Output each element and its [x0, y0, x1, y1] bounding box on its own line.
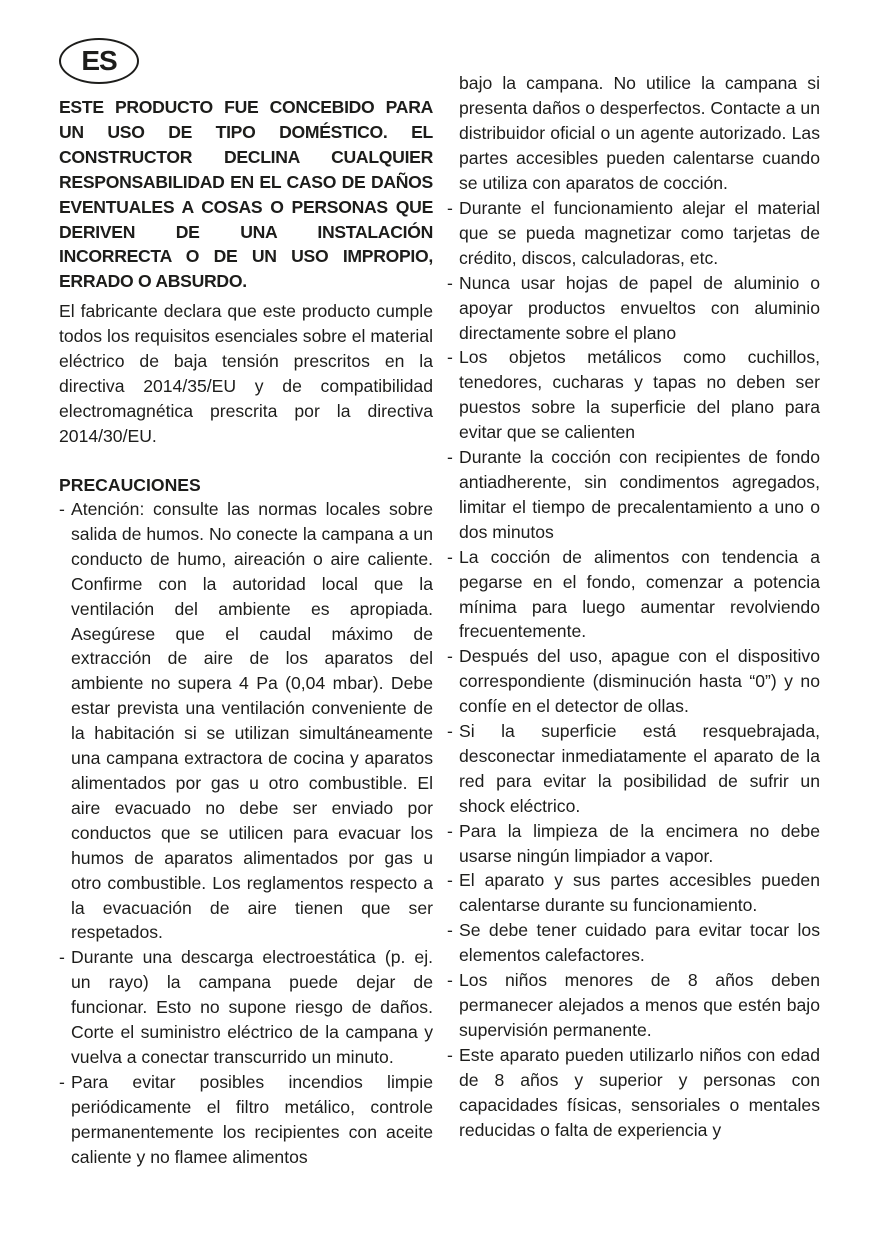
list-item: - Atención: consulte las normas locales sobre salida de humos. No conecte la campana a un conducto de humo, aireación o aire caliente. Confirme con la autoridad local que la ventilación del ambiente es apropiada. Asegúrese que el caudal máximo de extracción de aire de los aparatos del ambiente no supera 4 Pa (0,04 mbar). Debe estar prevista una ventilación conveniente de la habitación si se utilizan simultáneamente una campana extractora de cocina y aparatos alimentados por gas u otro combustible. El aire evacuado no debe ser enviado por conductos que se utilicen para evacuar los humos de aparatos alimentados por gas u otro combustible. Los reglamentos respecto a la evacuación de aire tienen que ser respetados.	[59, 497, 433, 945]
list-item: - Después del uso, apague con el dispositivo correspondiente (disminución hasta “0”) y no confíe en el detector de ollas.	[447, 644, 820, 719]
list-item: - Durante la cocción con recipientes de fondo antiadherente, sin condimentos agregados, limitar el tiempo de precalentamiento a uno o dos minutos	[447, 445, 820, 545]
declaration-text: El fabricante declara que este producto cumple todos los requisitos esenciales sobre el material eléctrico de baja tensión prescritos en la directiva 2014/35/EU y de compatibilidad electromagnética prescrita por la directiva 2014/30/EU.	[59, 301, 433, 446]
list-item: - Si la superficie está resquebrajada, desconectar inmediatamente el aparato de la red para evitar la posibilidad de sufrir un shock eléctrico.	[447, 719, 820, 819]
disclaimer-text: ESTE PRODUCTO FUE CONCEBIDO PARA UN USO DE TIPO DOMÉSTICO. EL CONSTRUCTOR DECLINA CUALQUIER RESPONSABILIDAD EN EL CASO DE DAÑOS EVENTUALES A COSAS O PERSONAS QUE DERIVEN DE UNA INSTALACIÓN INCORRECTA O DE UN USO IMPROPIO, ERRADO O ABSURDO.	[59, 97, 433, 292]
list-item: - Nunca usar hojas de papel de aluminio o apoyar productos envueltos con aluminio directamente sobre el plano	[447, 271, 820, 346]
list-item: - Para evitar posibles incendios limpie periódicamente el filtro metálico, controle permanentemente los recipientes con aceite caliente y no flamee alimentos	[59, 1070, 433, 1170]
language-badge: ES	[59, 38, 139, 84]
precautions-list-left	[59, 497, 433, 1169]
list-item: - El aparato y sus partes accesibles pueden calentarse durante su funcionamiento.	[447, 868, 820, 918]
continuation-text: bajo la campana. No utilice la campana si presenta daños o desperfectos. Contacte a un distribuidor oficial o un agente autorizado. Las partes accesibles pueden calentarse cuando se utiliza con aparatos de cocción.	[459, 73, 820, 193]
list-item: - Durante el funcionamiento alejar el material que se pueda magnetizar como tarjetas de crédito, discos, calculadoras, etc.	[447, 196, 820, 271]
precautions-list-right	[447, 196, 820, 1142]
list-item: - Este aparato pueden utilizarlo niños con edad de 8 años y superior y personas con capacidades físicas, sensoriales o mentales reducidas o falta de experiencia y	[447, 1043, 820, 1143]
list-item: - Los objetos metálicos como cuchillos, tenedores, cucharas y tapas no deben ser puestos sobre la superficie del plano para evitar que se calienten	[447, 345, 820, 445]
list-item: - La cocción de alimentos con tendencia a pegarse en el fondo, comenzar a potencia mínima para luego aumentar revolviendo frecuentemente.	[447, 545, 820, 645]
list-item: - Durante una descarga electroestática (p. ej. un rayo) la campana puede dejar de funcionar. Esto no supone riesgo de daños. Corte el suministro eléctrico de la campana y vuelva a conectar transcurrido un minuto.	[59, 945, 433, 1070]
list-item: - Para la limpieza de la encimera no debe usarse ningún limpiador a vapor.	[447, 819, 820, 869]
list-item: - Se debe tener cuidado para evitar tocar los elementos calefactores.	[447, 918, 820, 968]
list-item: - Los niños menores de 8 años deben permanecer alejados a menos que estén bajo supervisión permanente.	[447, 968, 820, 1043]
precautions-heading: PRECAUCIONES	[59, 475, 201, 495]
